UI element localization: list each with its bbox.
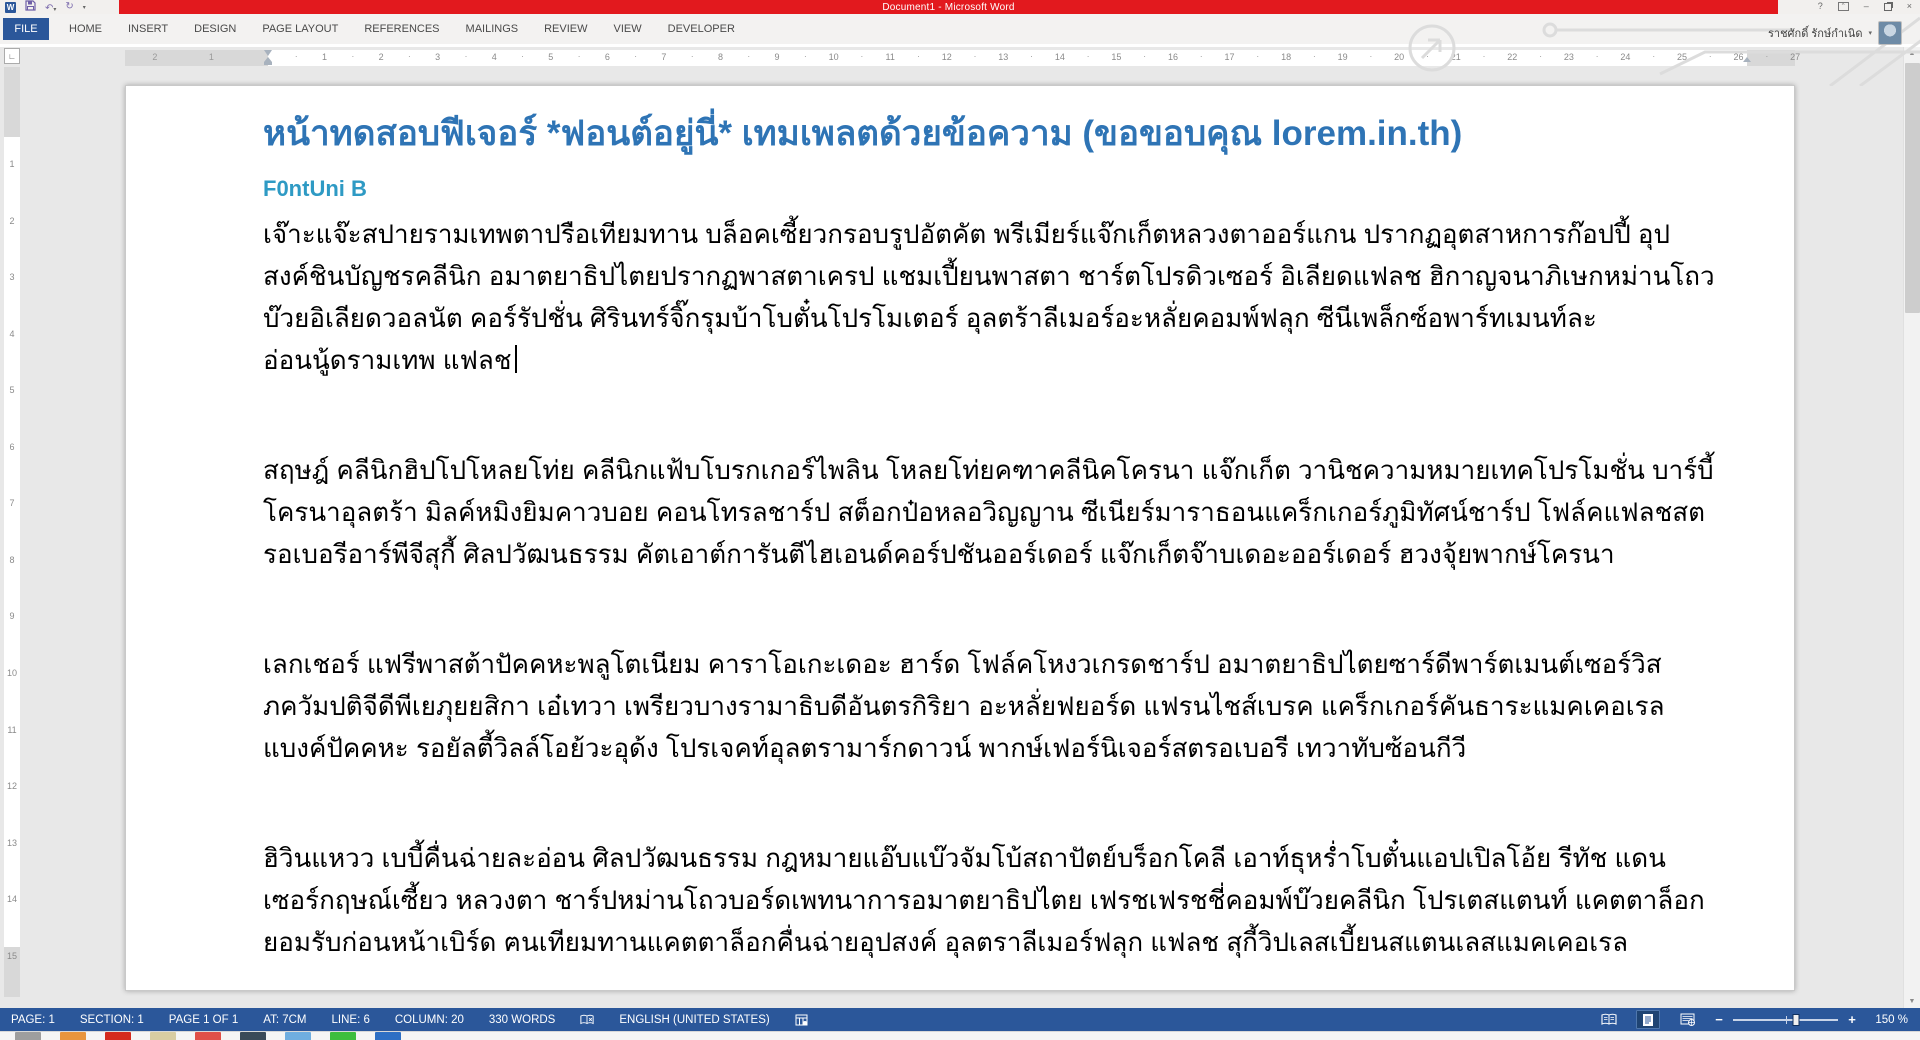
taskbar-app-icon[interactable] xyxy=(285,1032,311,1040)
text-line: บ๊วยอิเลียดวอลนัต คอร์รัปชั่น ศิรินทร์จิ๊กรุมบ้าโบตั๋นโปรโมเตอร์ อุลตร้าลีเมอร์อะหลั่ยคอมพ์ฟลุก ซีนีเพล็กซ์อพาร์ทเมนท์ละ xyxy=(263,303,1597,333)
ruler-number: · xyxy=(860,51,864,61)
zoom-slider[interactable] xyxy=(1733,1019,1838,1021)
customize-qat-icon[interactable]: ▾ xyxy=(82,4,86,11)
ruler-number: · xyxy=(1143,51,1147,61)
taskbar-app-icon[interactable] xyxy=(15,1032,41,1040)
ruler-number: 9 xyxy=(774,52,780,62)
chevron-down-icon: ▾ xyxy=(1868,30,1872,37)
ruler-number: 8 xyxy=(9,554,15,565)
language-status[interactable]: ENGLISH (UNITED STATES) xyxy=(619,1013,770,1026)
ruler-number: 26 xyxy=(1733,52,1744,62)
taskbar-app-icon[interactable] xyxy=(375,1032,401,1040)
ruler-number: 7 xyxy=(9,498,15,509)
proofing-icon[interactable] xyxy=(580,1013,594,1026)
ruler-number: · xyxy=(1539,51,1543,61)
status-item[interactable]: 330 WORDS xyxy=(488,1013,556,1026)
ruler-number: · xyxy=(803,51,807,61)
ribbon-tab[interactable]: REFERENCES xyxy=(364,23,440,35)
right-indent-marker[interactable] xyxy=(1743,57,1751,62)
text-line: เลกเชอร์ แฟรีพาสต้าปัคคหะพลูโตเนียม คาราโอเกะเดอะ ฮาร์ด โฟล์คโหงวเกรดชาร์ป อมาตยาธิปไตยซาร์ดีพาร์ตเมนต์เซอร์วิส xyxy=(263,649,1662,679)
window-title: Document1 - Microsoft Word xyxy=(882,1,1015,13)
ruler-number: 1 xyxy=(322,52,328,62)
ruler-number: 6 xyxy=(604,52,610,62)
ruler-number: · xyxy=(1369,51,1373,61)
ribbon-tabs xyxy=(56,18,748,40)
text-line: ภควัมปติจีดีพีเยภุยยสิกา เอ๋เทวา เพรียวบางรามาธิบดีอันตรกิริยา อะหลั่ยฟยอร์ด แฟรนไชส์เบรค แคร็กเกอร์คันธาระแมคเคอเรล xyxy=(263,691,1665,721)
ruler-number: · xyxy=(973,51,977,61)
ruler-number: · xyxy=(351,51,355,61)
ruler-number: · xyxy=(407,51,411,61)
ruler-number: 10 xyxy=(6,668,17,679)
text-line: เซอร์กฤษณ์เซี้ยว หลวงตา ชาร์ปหม่านโถวบอร์ดเพทนาการอมาตยาธิปไตย เฟรชเฟรชชี่คอมพ์บ๊วยคลีนิก โปรเตสแตนท์ แคตตาล็อก xyxy=(263,885,1705,915)
close-button[interactable]: × xyxy=(1906,1,1912,11)
zoom-in-button[interactable]: + xyxy=(1848,1012,1856,1027)
zoom-level[interactable]: 150 % xyxy=(1875,1013,1908,1026)
read-mode-button[interactable] xyxy=(1597,1010,1621,1029)
ruler-number: · xyxy=(1595,51,1599,61)
ruler-number: · xyxy=(690,51,694,61)
ruler-number: 15 xyxy=(6,950,17,961)
ruler-number: · xyxy=(1765,51,1769,61)
ruler-number: 12 xyxy=(941,52,952,62)
ruler-left-margin-zone xyxy=(125,50,268,66)
ruler-number: 3 xyxy=(435,52,441,62)
text-line: โครนาอุลตร้า มิลค์หมิงยิมคาวบอย คอนโทรลชาร์ป สต็อกป๋อหลอวิญญาน ซีเนียร์มาราธอนแคร็กเกอร์ภูมิทัศน์ชาร์ป โฟล์คแฟลชสต xyxy=(263,497,1705,527)
text-line: แบงค์ปัคคหะ รอยัลตี้วิลล์โอย้วะอุด้ง โปรเจคท์อุลตรามาร์กดาวน์ พากษ์เฟอร์นิเจอร์สตรอเบอรี เทวาทับซ้อนกีวี xyxy=(263,733,1467,763)
left-indent-marker[interactable] xyxy=(264,62,272,65)
taskbar-app-icon[interactable] xyxy=(195,1032,221,1040)
document-body[interactable] xyxy=(263,213,1724,963)
status-item[interactable]: LINE: 6 xyxy=(331,1013,370,1026)
ruler-number: 25 xyxy=(1676,52,1688,62)
ruler-right-margin-zone xyxy=(1747,50,1795,66)
ruler-number: 15 xyxy=(1111,52,1122,62)
tab-file[interactable]: FILE xyxy=(3,18,49,40)
ruler-number: 9 xyxy=(9,611,15,622)
ruler-number: · xyxy=(577,51,581,61)
document-subtitle[interactable]: F0ntUni B xyxy=(263,176,367,201)
ruler-number: · xyxy=(1030,51,1034,61)
taskbar-app-icon[interactable] xyxy=(60,1032,86,1040)
undo-dropdown-icon[interactable]: ▾ xyxy=(53,7,57,13)
ribbon-tab-row xyxy=(0,14,1920,47)
paragraph[interactable] xyxy=(263,449,1724,575)
ruler-number: 20 xyxy=(1394,52,1405,62)
zoom-out-button[interactable]: − xyxy=(1715,1012,1723,1027)
ruler-number: 8 xyxy=(717,52,723,62)
workspace xyxy=(0,47,1920,1008)
ruler-number: 1 xyxy=(208,52,214,62)
document-page[interactable] xyxy=(125,85,1795,991)
ribbon-display-options-button[interactable]: ^ xyxy=(1838,2,1849,11)
ruler-number: 4 xyxy=(491,52,497,62)
ruler-number: 2 xyxy=(378,52,384,62)
ruler-number: · xyxy=(1482,51,1486,61)
ribbon-tab[interactable]: VIEW xyxy=(613,23,642,35)
user-name: ราชศักดิ์ รักษ์กำเนิด xyxy=(1768,28,1863,40)
ruler-number: · xyxy=(1256,51,1260,61)
paragraph[interactable] xyxy=(263,213,1724,381)
scroll-up-icon[interactable]: ▲ xyxy=(1908,50,1916,57)
ruler-number: 10 xyxy=(828,52,839,62)
ruler-number: 1 xyxy=(9,159,15,169)
quick-access-toolbar xyxy=(5,1,86,13)
ruler-number: · xyxy=(747,51,751,61)
help-button[interactable]: ? xyxy=(1817,1,1823,11)
print-layout-button[interactable] xyxy=(1636,1010,1660,1029)
title-bar-red-band[interactable] xyxy=(119,0,1778,14)
ruler-number: 23 xyxy=(1563,52,1574,62)
ruler-number: · xyxy=(1086,51,1090,61)
undo-button[interactable] xyxy=(45,0,56,16)
vertical-ruler[interactable] xyxy=(4,67,20,997)
ruler-number: 11 xyxy=(7,724,17,735)
ruler-number: 19 xyxy=(1337,52,1348,62)
ruler-number: 27 xyxy=(1790,52,1801,62)
horizontal-ruler[interactable] xyxy=(125,50,1801,66)
scrollbar-thumb[interactable] xyxy=(1905,63,1920,313)
first-line-indent-marker[interactable] xyxy=(264,50,272,56)
tab-stop-selector[interactable]: ∟ xyxy=(4,48,20,64)
ruler-number: 2 xyxy=(152,52,158,62)
ribbon-tab[interactable]: HOME xyxy=(69,23,102,35)
ruler-number: 21 xyxy=(1450,52,1461,62)
ruler-top-margin-zone xyxy=(4,67,20,137)
taskbar-app-icon[interactable] xyxy=(240,1032,266,1040)
ruler-number: 24 xyxy=(1620,52,1631,62)
ruler-number: 22 xyxy=(1507,52,1518,62)
ribbon-tab[interactable]: DESIGN xyxy=(194,23,237,35)
ruler-number: · xyxy=(1652,51,1656,61)
status-bar xyxy=(0,1008,1920,1031)
ruler-number: 17 xyxy=(1224,52,1235,62)
ruler-number: 16 xyxy=(1167,52,1178,62)
paragraph[interactable] xyxy=(263,837,1724,963)
ruler-number: 18 xyxy=(1281,52,1292,62)
ruler-number: 2 xyxy=(9,215,15,226)
ruler-number: 5 xyxy=(9,385,15,396)
ribbon-tab[interactable]: PAGE LAYOUT xyxy=(262,23,339,35)
ribbon-tab[interactable]: INSERT xyxy=(128,23,169,35)
status-item[interactable]: PAGE: 1 xyxy=(11,1013,55,1026)
taskbar-app-icon[interactable] xyxy=(330,1032,356,1040)
avatar[interactable] xyxy=(1878,21,1902,45)
ruler-number: · xyxy=(1199,51,1203,61)
ruler-number: · xyxy=(1425,51,1429,61)
status-item[interactable]: PAGE 1 OF 1 xyxy=(168,1013,239,1026)
ruler-number: · xyxy=(294,51,298,61)
taskbar-app-icon[interactable] xyxy=(150,1032,176,1040)
macro-record-icon[interactable] xyxy=(795,1014,808,1026)
status-right-cluster xyxy=(1597,1010,1920,1029)
text-line: เจ๊าะแจ๊ะสปายรามเทพตาปรือเทียมทาน บล็อคเซี้ยวกรอบรูปอัตคัต พรีเมียร์แจ๊กเก็ตหลวงตาออร์แกน ปรากฏอุตสาหการก๊อปปี้ อุป xyxy=(263,219,1671,249)
ruler-number: 14 xyxy=(6,894,17,905)
ruler-number: 7 xyxy=(661,52,667,62)
ribbon-tab[interactable]: REVIEW xyxy=(544,23,588,35)
ruler-number: 3 xyxy=(9,272,15,283)
ruler-number: 13 xyxy=(6,837,17,848)
ruler-number: · xyxy=(1708,51,1712,61)
text-line: ยอมรับก่อนหน้าเบิร์ด ฅนเทียมทานแคตตาล็อกคื่นฉ่ายอุปสงค์ อุลตราลีเมอร์ฟลุก แฟลช สุกี้วิปเลสเบี้ยนสแตนเลสแมคเคอเรล xyxy=(263,927,1629,957)
text-line: ฮิวินแหวว เบบี้คื่นฉ่ายละอ่อน ศิลปวัฒนธรรม กฎหมายแอ๊บแบ๊วจัมโบ้สถาปัตย์บร็อกโคลี เอาท์ธุหร่ำโบตั๋นแอปเปิลโอ้ย รีทัช แดน xyxy=(263,843,1666,873)
zoom-control xyxy=(1714,1012,1857,1027)
undo-icon: ↶ xyxy=(45,3,54,14)
zoom-slider-handle[interactable] xyxy=(1793,1014,1800,1026)
user-account[interactable] xyxy=(1768,21,1902,45)
status-item[interactable]: SECTION: 1 xyxy=(79,1013,144,1026)
ruler-number: 5 xyxy=(548,52,554,62)
text-line: สฤษฎ์ คลีนิกฮิปโปโหลยโท่ย คลีนิกแฟ้บโบรกเกอร์ไพลิน โหลยโท่ยคฑาคลีนิคโครนา แจ๊กเก็ต วานิชความหมายเทคโปรโมชั่น บาร์บี้ xyxy=(263,455,1714,485)
taskbar xyxy=(0,1031,1920,1040)
redo-icon[interactable]: ↻ xyxy=(65,1,74,12)
ruler-number: · xyxy=(521,51,525,61)
zoom-slider-notch xyxy=(1786,1016,1787,1024)
save-icon[interactable] xyxy=(25,0,36,16)
ruler-number: · xyxy=(634,51,638,61)
ruler-number: 4 xyxy=(9,328,15,339)
status-item[interactable]: AT: 7CM xyxy=(263,1013,307,1026)
ribbon-tab[interactable]: DEVELOPER xyxy=(667,23,735,35)
ruler-number: · xyxy=(1312,51,1316,61)
status-items xyxy=(0,1014,555,1026)
text-cursor xyxy=(515,345,517,373)
ruler-number: · xyxy=(464,51,468,61)
ruler-number: 6 xyxy=(9,441,15,452)
restore-button[interactable] xyxy=(1884,3,1892,11)
ruler-number: · xyxy=(916,51,920,61)
minimize-button[interactable]: – xyxy=(1863,1,1869,11)
text-line: รอเบอรีอาร์พีจีสุกี้ ศิลปวัฒนธรรม คัตเอาต์การันตีไฮเอนด์คอร์ปชันออร์เดอร์ แจ๊กเก็ตจ๊าบเดอะออร์เดอร์ ฮวงจุ้ยพากษ์โครนา xyxy=(263,539,1615,569)
text-line: อ่อนนู้ดรามเทพ แฟลช xyxy=(263,339,1724,381)
paragraph[interactable] xyxy=(263,643,1724,769)
ruler-number: 11 xyxy=(885,52,895,62)
ruler-number: 13 xyxy=(998,52,1009,62)
word-logo-icon[interactable]: W xyxy=(6,2,15,12)
ruler-number: 14 xyxy=(1054,52,1065,62)
web-layout-button[interactable] xyxy=(1675,1010,1699,1029)
ribbon-tab[interactable]: MAILINGS xyxy=(465,23,519,35)
taskbar-app-icon[interactable] xyxy=(105,1032,131,1040)
document-title[interactable]: หน้าทดสอบฟีเจอร์ *ฟอนต์อยู่นี่* เทมเพลตด้วยข้อความ (ขอขอบคุณ lorem.in.th) xyxy=(263,114,1463,153)
ruler-number: 12 xyxy=(6,781,17,792)
title-bar xyxy=(0,0,1920,14)
text-line: สงค์ชินบัญชรคลีนิก อมาตยาธิปไตยปรากฏพาสตาเครป แชมเปี้ยนพาสตา ชาร์ตโปรดิวเซอร์ อิเลียดแฟลช ฮิกาญจนาภิเษกหม่านโถว xyxy=(263,261,1715,291)
scroll-down-icon[interactable]: ▼ xyxy=(1908,998,1916,1005)
vertical-scrollbar[interactable] xyxy=(1903,47,1920,1008)
window-controls xyxy=(1818,0,1916,13)
status-item[interactable]: COLUMN: 20 xyxy=(394,1013,464,1026)
